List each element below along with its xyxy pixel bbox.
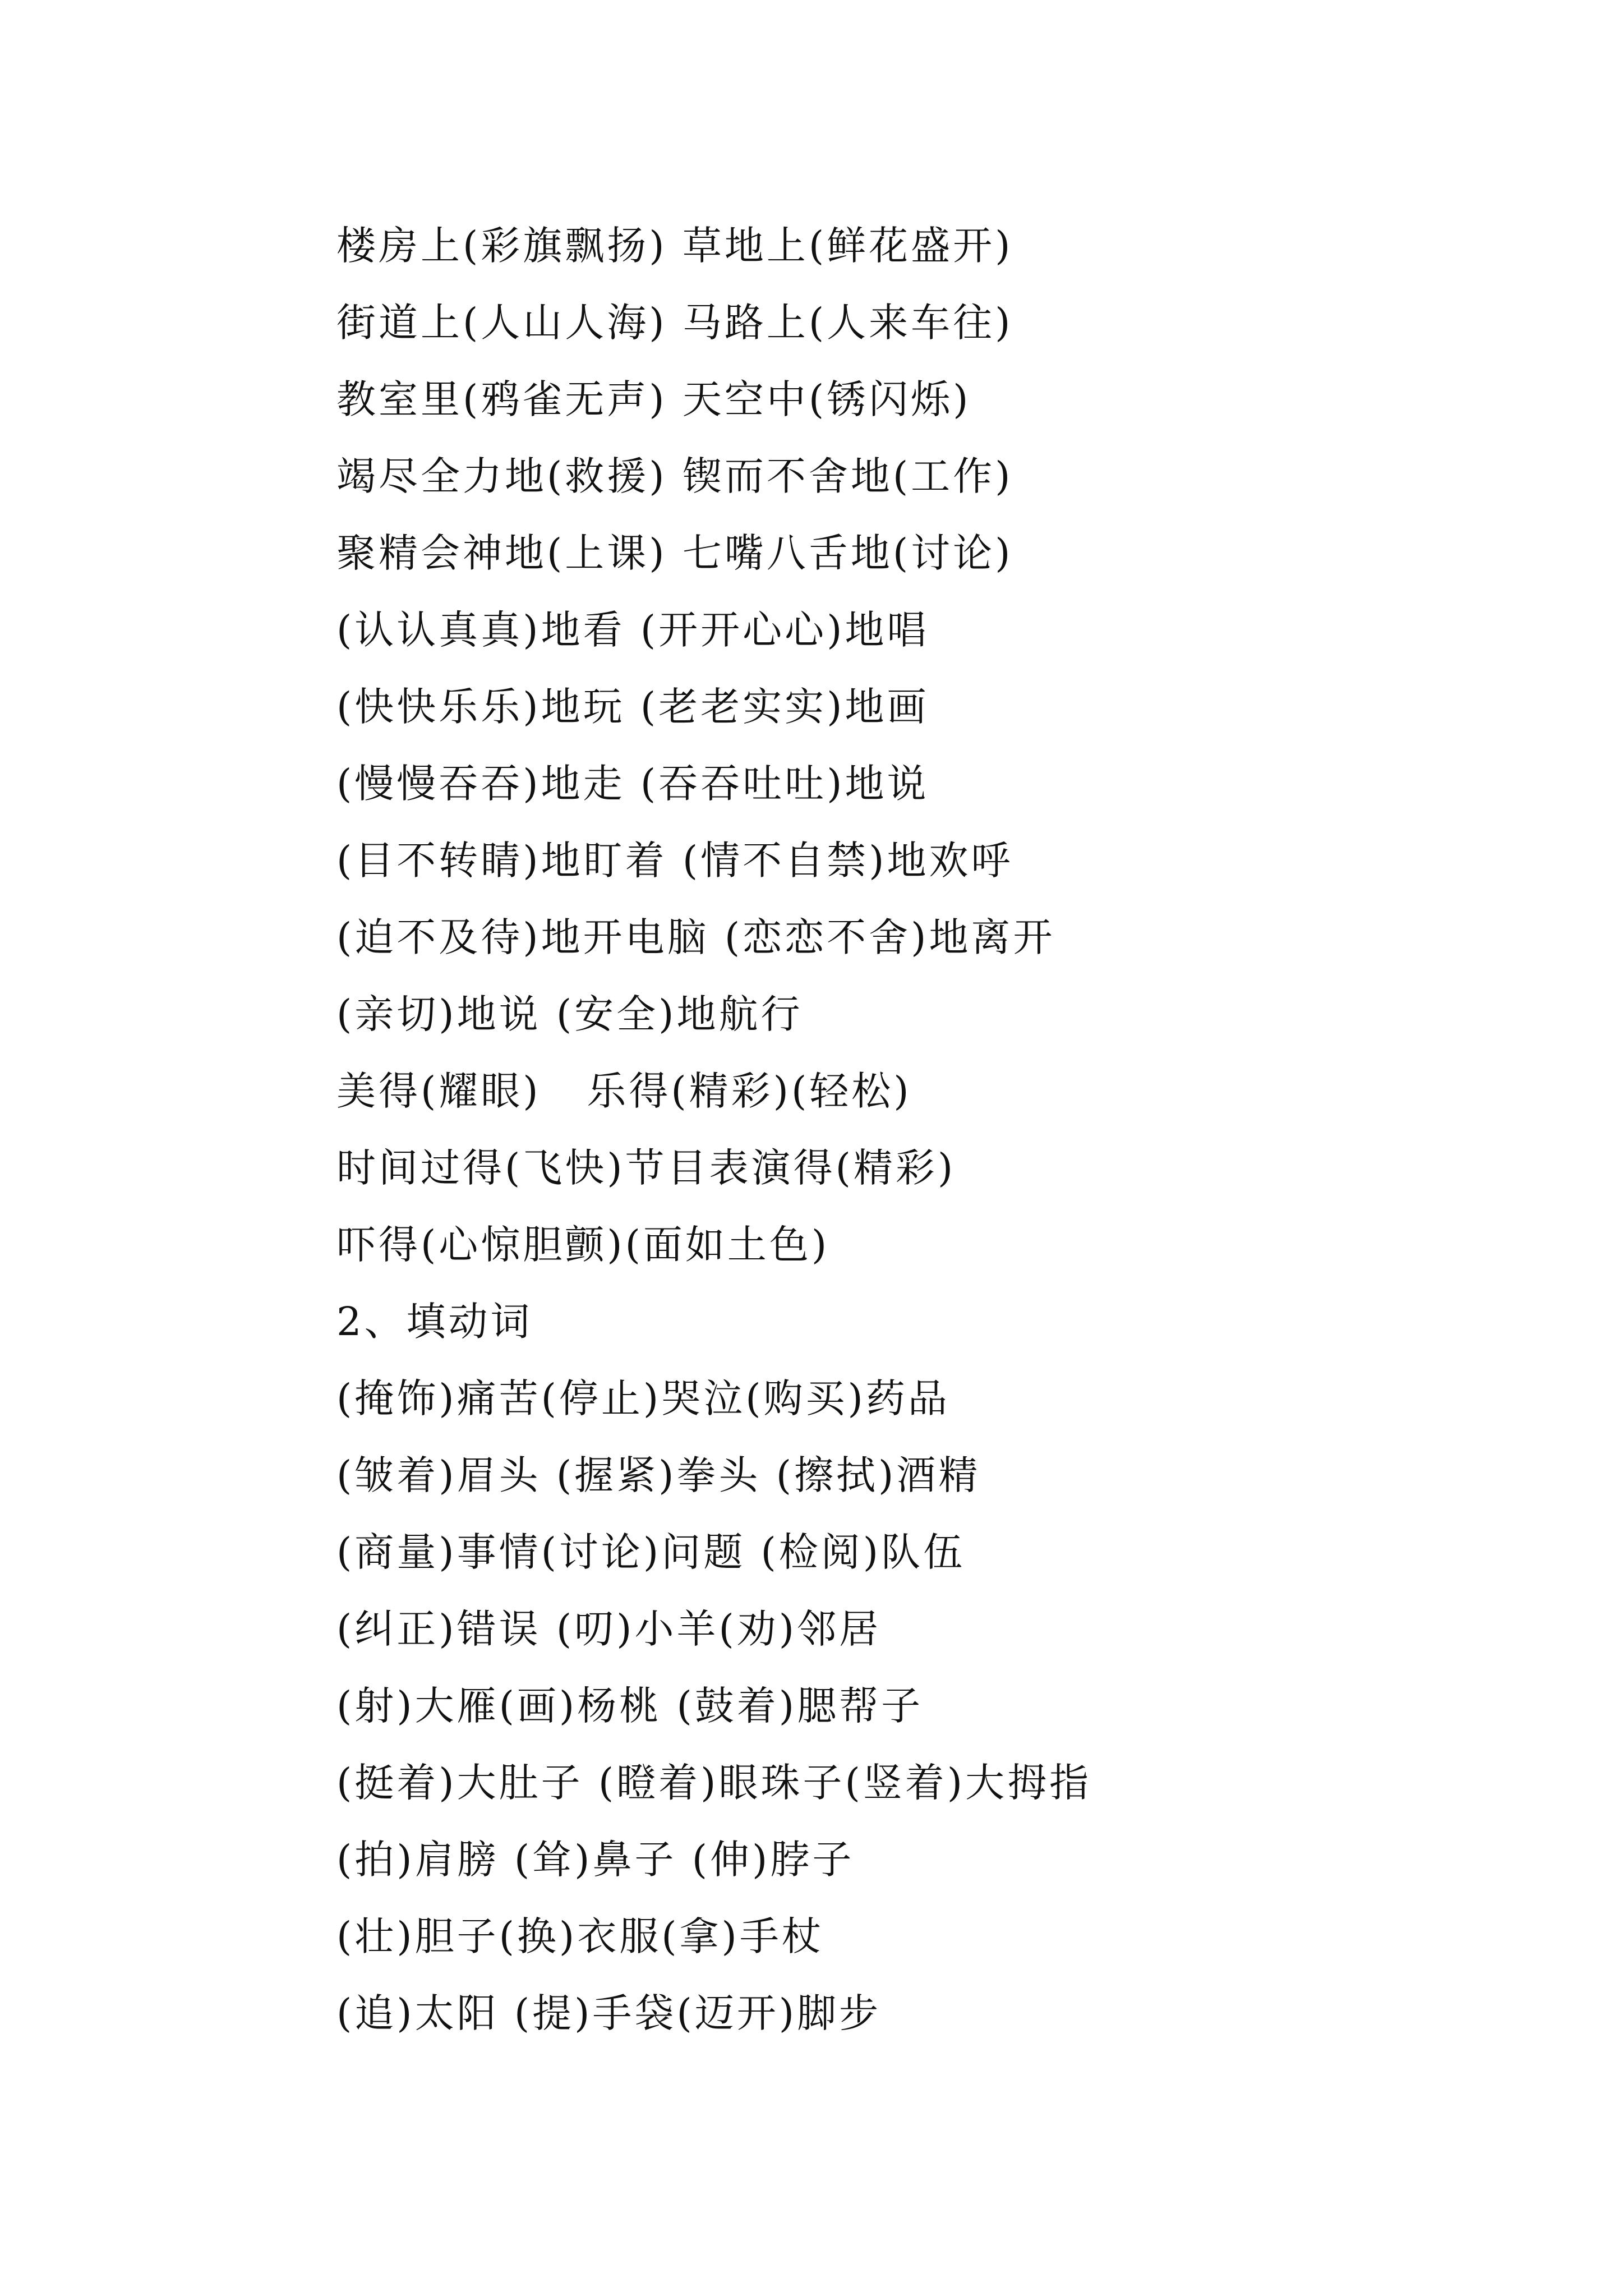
text-line: 竭尽全力地(救援) 锲而不舍地(工作) [336, 453, 1013, 499]
text-line: (追)太阳 (提)手袋(迈开)脚步 [336, 1990, 882, 2036]
text-line: (慢慢吞吞)地走 (吞吞吐吐)地说 [336, 761, 929, 807]
text-line: (壮)胆子(换)衣服(拿)手杖 [336, 1913, 824, 1959]
text-line: (快快乐乐)地玩 (老老实实)地画 [336, 684, 929, 730]
text-line: (掩饰)痛苦(停止)哭泣(购买)药品 [336, 1375, 950, 1421]
text-line: (射)大雁(画)杨桃 (鼓着)腮帮子 [336, 1683, 924, 1729]
text-line: (目不转睛)地盯着 (情不自禁)地欢呼 [336, 838, 1013, 884]
text-line: 美得(耀眼) 乐得(精彩)(轻松) [336, 1068, 912, 1114]
document-body [336, 208, 1458, 2052]
text-line: (亲切)地说 (安全)地航行 [336, 991, 803, 1037]
text-line: 时间过得(飞快)节目表演得(精彩) [336, 1145, 956, 1191]
text-line: (皱着)眉头 (握紧)拳头 (擦拭)酒精 [336, 1452, 981, 1498]
text-line: (商量)事情(讨论)问题 (检阅)队伍 [336, 1529, 966, 1575]
text-line: 吓得(心惊胆颤)(面如土色) [336, 1222, 830, 1268]
text-line: 教室里(鸦雀无声) 天空中(锈闪烁) [336, 376, 971, 422]
text-line: (挺着)大肚子 (瞪着)眼珠子(竖着)大拇指 [336, 1760, 1092, 1806]
text-line: 街道上(人山人海) 马路上(人来车往) [336, 300, 1013, 346]
text-line: 楼房上(彩旗飘扬) 草地上(鲜花盛开) [336, 223, 1013, 269]
text-line: 聚精会神地(上课) 七嘴八舌地(讨论) [336, 530, 1013, 576]
text-line: (认认真真)地看 (开开心心)地唱 [336, 607, 929, 653]
text-line: (纠正)错误 (叨)小羊(劝)邻居 [336, 1606, 882, 1652]
text-line: (拍)肩膀 (耸)鼻子 (伸)脖子 [336, 1837, 855, 1883]
text-line: (迫不及待)地开电脑 (恋恋不舍)地离开 [336, 914, 1055, 960]
section-heading: 2、填动词 [336, 1299, 533, 1345]
